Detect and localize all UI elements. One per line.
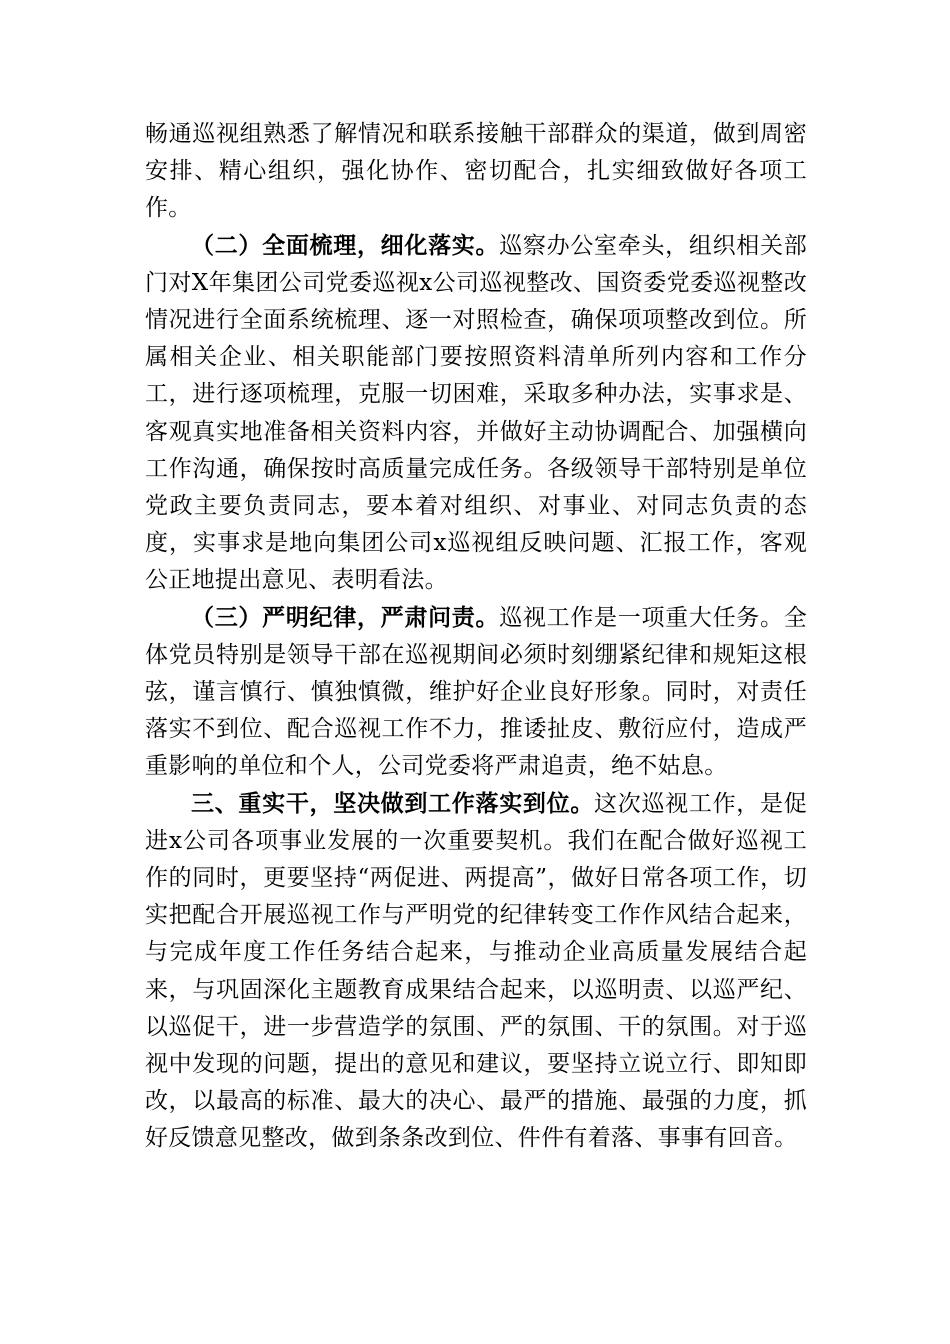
paragraph-4-heading: 三、重实干，坚决做到工作落实到位。 (191, 790, 595, 817)
paragraph-1 (145, 116, 807, 228)
paragraph-2 (145, 228, 807, 600)
paragraph-3-text: 巡视工作是一项重大任务。全体党员特别是领导干部在巡视期间必须时刻绷紧纪律和规矩这根弦，谨言慎行、慎独慎微，维护好企业良好形象。同时，对责任落实不到位、配合巡视工作不力，推诿扯皮、敷衍应付，造成严重影响的单位和个人，公司党委将严肃追责，绝不姑息。 (145, 604, 807, 780)
paragraph-3-heading: （三）严明纪律，严肃问责。 (191, 604, 500, 631)
document-body (145, 116, 807, 1158)
paragraph-3 (145, 600, 807, 786)
paragraph-2-text: 巡察办公室牵头，组织相关部门对X年集团公司党委巡视x公司巡视整改、国资委党委巡视整改情况进行全面系统梳理、逐一对照检查，确保项项整改到位。所属相关企业、相关职能部门要按照资料清单所列内容和工作分工，进行逐项梳理，克服一切困难，采取多种办法，实事求是、客观真实地准备相关资料内容，并做好主动协调配合、加强横向工作沟通，确保按时高质量完成任务。各级领导干部特别是单位党政主要负责同志，要本着对组织、对事业、对同志负责的态度，实事求是地向集团公司x巡视组反映问题、汇报工作，客观公正地提出意见、表明看法。 (145, 232, 807, 594)
paragraph-2-heading: （二）全面梳理，细化落实。 (191, 232, 500, 259)
paragraph-4 (145, 786, 807, 1158)
paragraph-1-text: 畅通巡视组熟悉了解情况和联系接触干部群众的渠道，做到周密安排、精心组织，强化协作、密切配合，扎实细致做好各项工作。 (145, 121, 807, 222)
paragraph-4-text: 这次巡视工作，是促进x公司各项事业发展的一次重要契机。我们在配合做好巡视工作的同时，更要坚持“两促进、两提高”，做好日常各项工作，切实把配合开展巡视工作与严明党的纪律转变工作作风结合起来，与完成年度工作任务结合起来，与推动企业高质量发展结合起来，与巩固深化主题教育成果结合起来，以巡明责、以巡严纪、以巡促干，进一步营造学的氛围、严的氛围、干的氛围。对于巡视中发现的问题，提出的意见和建议，要坚持立说立行、即知即改，以最高的标准、最大的决心、最严的措施、最强的力度，抓好反馈意见整改，做到条条改到位、件件有着落、事事有回音。 (145, 790, 807, 1152)
